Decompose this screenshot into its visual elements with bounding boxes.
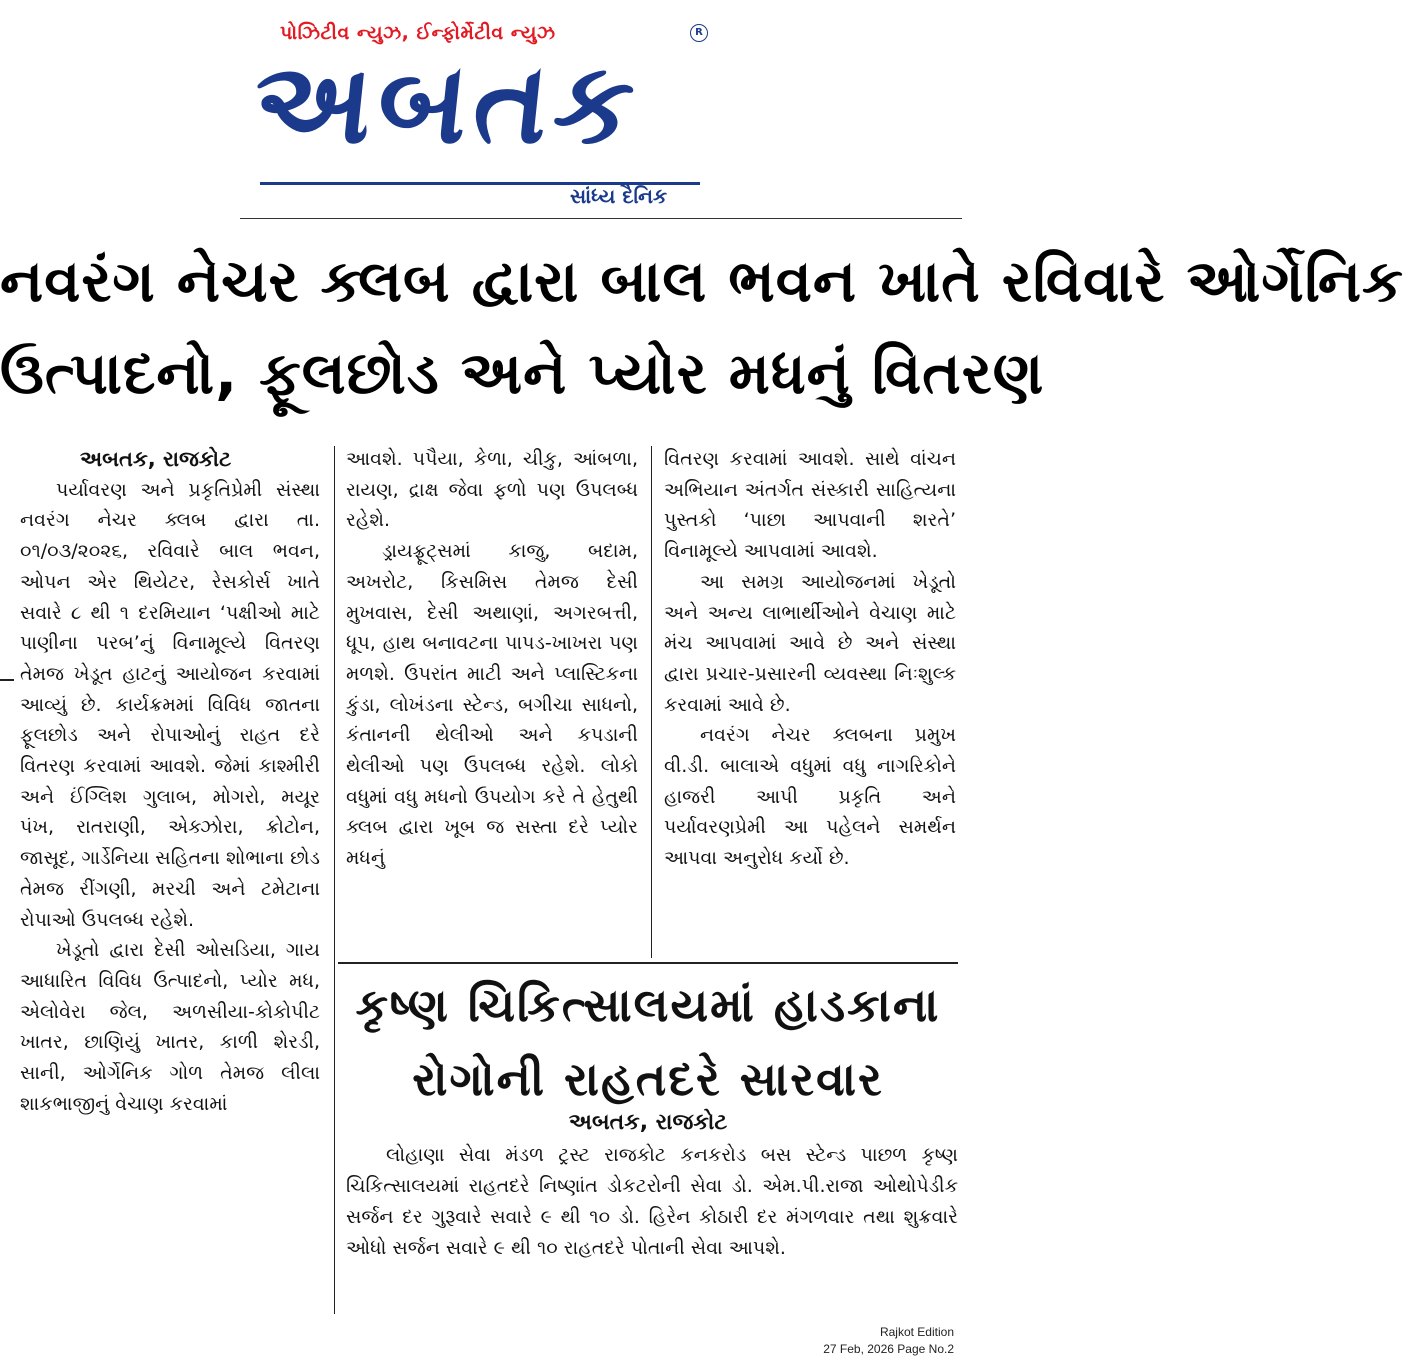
secondary-dateline: અબતક, રાજકોટ	[568, 1110, 728, 1135]
article-paragraph: લોહાણા સેવા મંડળ ટ્રસ્ટ રાજકોટ કનકરોડ બસ સ્ટેન્ડ પાછળ કૃષ્ણ ચિકિત્સાલયમાં રાહતદરે નિષ્ણાંત ડોકટરોની સેવા ડો. એમ.પી.રાજા ઓથોપેડીક સર્જન દર ગુરૂવારે સવારે ૯ થી ૧૦ ડો. હિરેન કોઠારી દર મંગળવાર તથા શુક્રવારે ઓધો સર્જન સવારે ૯ થી ૧૦ રાહતદરે પોતાની સેવા આપશે.	[346, 1144, 958, 1259]
secondary-article-body	[346, 1140, 958, 1320]
article-column-1	[20, 444, 320, 1324]
margin-mark	[0, 679, 14, 681]
edition-footer	[740, 1324, 954, 1358]
registered-mark-icon: R	[690, 24, 708, 42]
article-paragraph: આવશે. પપૈયા, કેળા, ચીકુ, આંબળા, રાયણ, દ્રાક્ષ જેવા ફળો પણ ઉપલબ્ધ રહેશે.	[346, 448, 638, 532]
article-paragraph: પર્યાવરણ અને પ્રકૃતિપ્રેમી સંસ્થા નવરંગ નેચર ક્લબ દ્વારા તા. ૦૧/૦૩/૨૦૨૬, રવિવારે બાલ ભવન, ઓપન એર થિયેટર, રેસકોર્સ ખાતે સવારે ૮ થી ૧ દરમિયાન ‘પક્ષીઓ માટે પાણીના પરબ’નું વિનામૂલ્યે વિતરણ તેમજ ખેડૂત હાટનું આયોજન કરવામાં આવ્યું છે. કાર્યક્રમમાં વિવિધ જાતના ફૂલછોડ અને રોપાઓનું રાહત દરે વિતરણ કરવામાં આવશે. જેમાં કાશ્મીરી અને ઈંગ્લિશ ગુલાબ, મોગરો, મયૂર પંખ, રાતરાણી, એક્ઝોરા, ક્રોટોન, જાસૂદ, ગાર્ડેનિયા સહિતના શોભાના છોડ તેમજ રીંગણી, મરચી અને ટમેટાના રોપાઓ ઉપલબ્ધ રહેશે.	[20, 478, 320, 931]
secondary-article-rule	[338, 962, 958, 964]
article-headline-line-2: ઉત્પાદનો, ફૂલછોડ અને પ્યોર મધનું વિતરણ	[0, 339, 1045, 407]
article-paragraph: આ સમગ્ર આયોજનમાં ખેડૂતો અને અન્ય લાભાર્થીઓને વેચાણ માટે મંચ આપવામાં આવે છે અને સંસ્થા દ્વારા પ્રચાર-પ્રસારની વ્યવસ્થા નિઃશુલ્ક કરવામાં આવે છે.	[664, 570, 956, 716]
article-dateline: અબતક, રાજકોટ	[80, 447, 232, 471]
article-paragraph: ડ્રાયફ્રૂટ્સમાં કાજુ, બદામ, અખરોટ, કિસમિસ તેમજ દેસી મુખવાસ, દેસી અથાણાં, અગરબત્તી, ધૂપ, હાથ બનાવટના પાપડ-ખાખરા પણ મળશે. ઉપરાંત માટી અને પ્લાસ્ટિકના કુંડા, લોખંડના સ્ટેન્ડ, બગીચા સાધનો, કંતાનની થેલીઓ અને કપડાની થેલીઓ પણ ઉપલબ્ધ રહેશે. લોકો વધુમાં વધુ મધનો ઉપયોગ કરે તે હેતુથી ક્લબ દ્વારા ખૂબ જ સસ્તા દરે પ્યોર મધનું	[346, 540, 638, 870]
masthead-tagline: પોઝિટીવ ન્યુઝ, ઈન્ફોર્મેટીવ ન્યુઝ	[280, 22, 556, 44]
secondary-headline-line-2: રોગોની રાહતદરે સારવાર	[412, 1052, 884, 1106]
column-divider	[334, 446, 335, 1314]
article-paragraph: ખેડૂતો દ્વારા દેસી ઓસડિયા, ગાય આધારિત વિવિધ ઉત્પાદનો, પ્યોર મધ, એલોવેરા જેલ, અળસીયા-કોકોપીટ ખાતર, છાણિયું ખાતર, કાળી શેરડી, સાની, ઓર્ગેનિક ગોળ તેમજ લીલા શાકભાજીનું વેચાણ કરવામાં	[20, 939, 320, 1115]
secondary-headline-line-1: કૃષ્ણ ચિકિત્સાલયમાં હાડકાના	[355, 978, 941, 1032]
newspaper-logo: અબતક	[247, 39, 647, 169]
article-column-3	[664, 444, 956, 966]
article-paragraph: વિતરણ કરવામાં આવશે. સાથે વાંચન અભિયાન અંતર્ગત સંસ્કારી સાહિત્યના પુસ્તકો ‘પાછા આપવાની શરતે’ વિનામૂલ્યે આપવામાં આવશે.	[664, 448, 956, 563]
header-divider	[240, 218, 962, 219]
masthead	[247, 14, 710, 208]
column-divider	[651, 446, 652, 958]
edition-name: Rajkot Edition	[879, 1325, 954, 1339]
article-headline-line-1: નવરંગ નેચર ક્લબ દ્વારા બાલ ભવન ખાતે રવિવારે ઓર્ગેનિક	[0, 247, 1404, 315]
masthead-subtitle: સાંધ્ય દૈનિક	[570, 184, 668, 208]
article-column-2	[346, 444, 638, 966]
edition-date-page: 27 Feb, 2026 Page No.2	[823, 1342, 954, 1356]
article-paragraph: નવરંગ નેચર ક્લબના પ્રમુખ વી.ડી. બાલાએ વધુમાં વધુ નાગરિકોને હાજરી આપી પ્રકૃતિ અને પર્યાવરણપ્રેમી આ પહેલને સમર્થન આપવા અનુરોધ કર્યો છે.	[664, 724, 956, 870]
